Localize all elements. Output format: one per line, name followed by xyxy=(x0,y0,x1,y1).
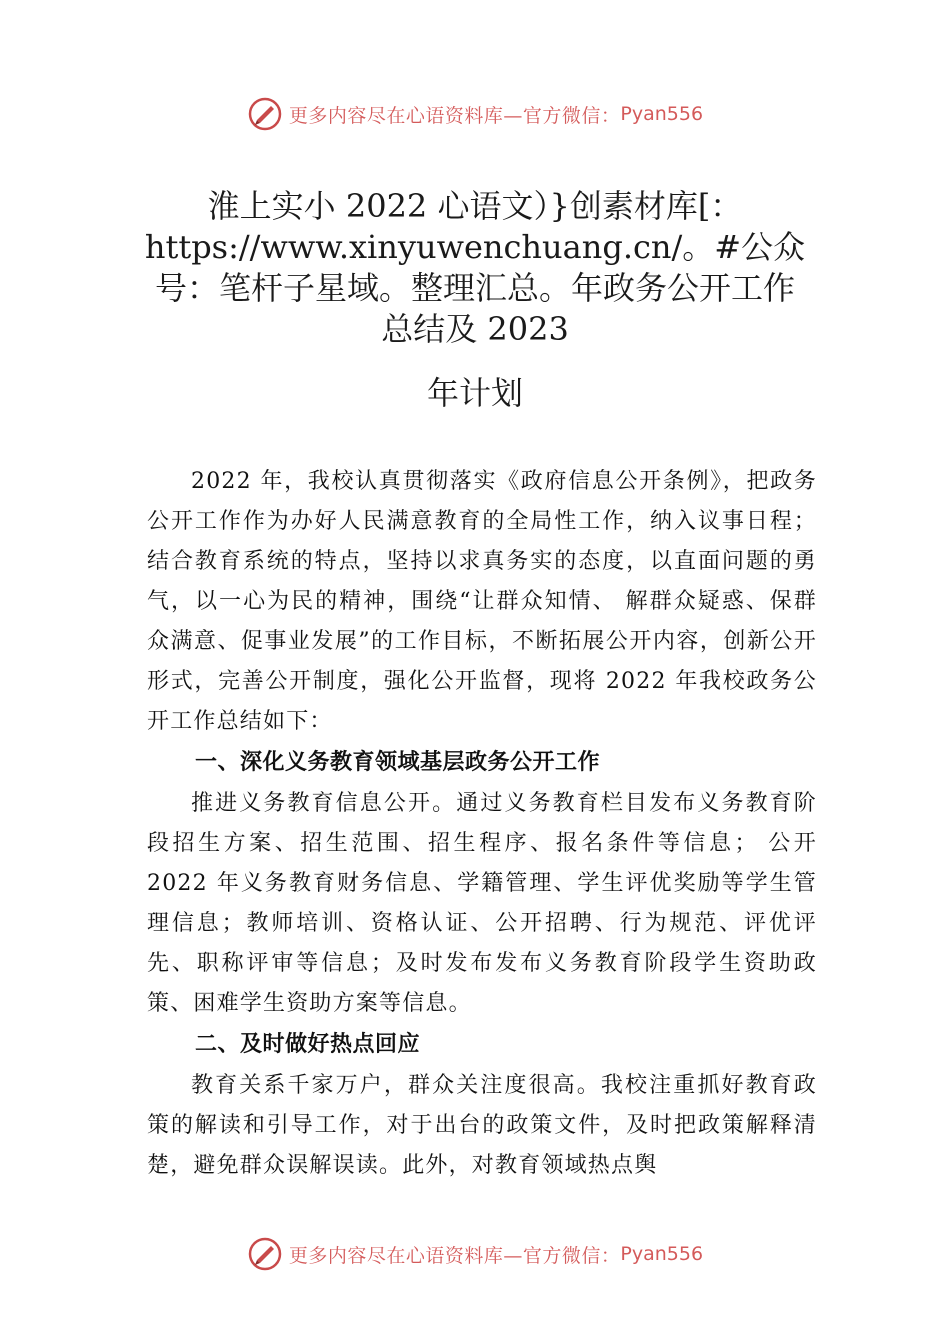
intro-paragraph: 2022 年，我校认真贯彻落实《政府信息公开条例》，把政务公开工作作为办好人民满意教育的全局性工作，纳入议事日程；结合教育系统的特点，坚持以求真务实的态度，以直面问题的勇气，以一心为民的精神，围绕“让群众知情、 解群众疑惑、保群众满意、促事业发展”的工作目标，不断拓展公开内容，创新公开形式，完善公开制度，强化公开监督，现将 2022 年我校政务公开工作总结如下： xyxy=(147,469,817,734)
banner-wechat-id: Pyan556 xyxy=(620,1243,704,1265)
banner-wechat-id: Pyan556 xyxy=(620,103,704,125)
banner-text: 更多内容尽在心语资料库—官方微信： xyxy=(288,1244,621,1267)
banner-text: 更多内容尽在心语资料库—官方微信： xyxy=(288,104,621,127)
document-title: 淮上实小 2022 心语文）}创素材库[：https://www.xinyuwenchuang.cn/。#公众号：笔杆子星域。整理汇总。年政务公开工作总结及 2023 xyxy=(144,187,806,348)
header-banner xyxy=(0,92,950,136)
section-heading-1: 一、深化义务教育领域基层政务公开工作 xyxy=(195,750,601,775)
document-subtitle: 年计划 xyxy=(426,374,523,412)
section-paragraph-1: 推进义务教育信息公开。通过义务教育栏目发布义务教育阶段招生方案、招生范围、招生程序、报名条件等信息； 公开 2022 年义务教育财务信息、学籍管理、学生评优奖励等学生管理信息；教师培训、资格认证、公开招聘、行为规范、评优评先、职称评审等信息；及时发布发布义务教育阶段学生资助政策、困难学生资助方案等信息。 xyxy=(147,791,817,1016)
footer-banner xyxy=(0,1232,950,1276)
section-heading-2: 二、及时做好热点回应 xyxy=(195,1032,421,1057)
document-body xyxy=(147,462,817,1186)
pen-logo-icon xyxy=(247,1236,283,1272)
section-paragraph-2: 教育关系千家万户，群众关注度很高。我校注重抓好教育政策的解读和引导工作，对于出台的政策文件，及时把政策解释清楚，避免群众误解误读。此外，对教育领域热点舆 xyxy=(147,1073,817,1178)
pen-logo-icon xyxy=(247,96,283,132)
